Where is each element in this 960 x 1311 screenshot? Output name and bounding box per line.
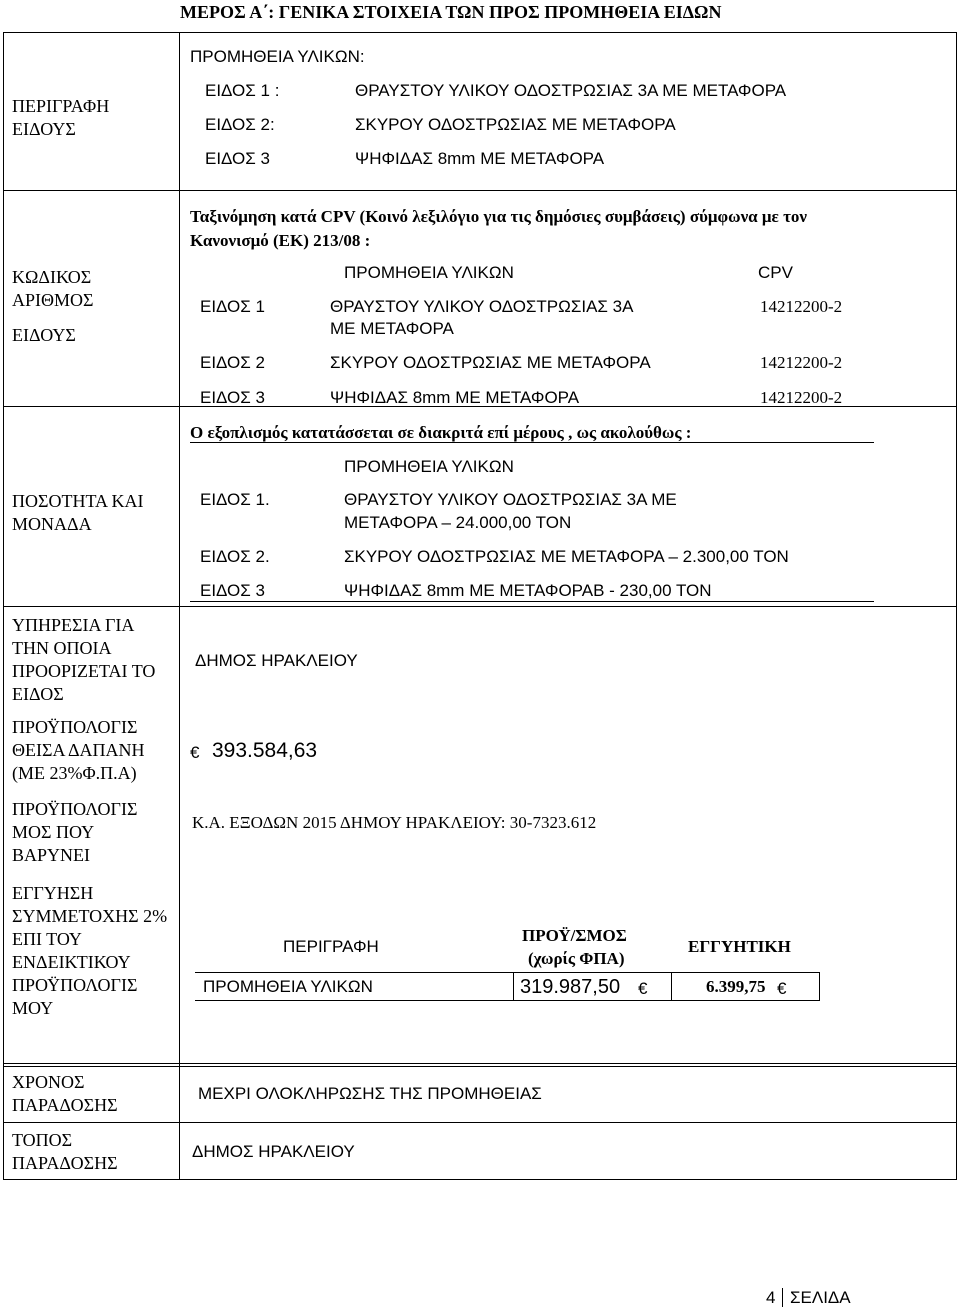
quantity-item-2-code: ΕΙΔΟΣ 2. [200, 547, 270, 566]
budget-label: ΠΡΟΫΠΟΛΟΓΙΣ ΘΕΙΣΑ ΔΑΠΑΝΗ (ΜΕ 23%Φ.Π.Α) [12, 717, 145, 783]
quantity-intro-underline [190, 442, 874, 443]
quantity-item-3-text: ΨΗΦΙΔΑΣ 8mm ΜΕ ΜΕΤΑΦΟΡΑΒ - 230,00 ΤΟΝ [344, 581, 712, 600]
page-number-divider [782, 1288, 783, 1307]
cpv-item-2-code: ΕΙΔΟΣ 2 [200, 353, 265, 372]
delivery-table [3, 1063, 957, 1180]
delivery-time-label: ΧΡΟΝΟΣ ΠΑΡΑΔΟΣΗΣ [12, 1072, 118, 1115]
quantity-item-3-code: ΕΙΔΟΣ 3 [200, 581, 265, 600]
code-label: ΚΩΔΙΚΟΣ ΑΡΙΘΜΟΣ [12, 267, 94, 310]
page-title: ΜΕΡΟΣ Α΄: ΓΕΝΙΚΑ ΣΤΟΙΧΕΙΑ ΤΩΝ ΠΡΟΣ ΠΡΟΜΗΘΕΙΑ ΕΙΔΩΝ [180, 2, 722, 22]
guarantee-label: ΕΓΓΥΗΣΗ ΣΥΜΜΕΤΟΧΗΣ 2% ΕΠΙ ΤΟΥ ΕΝΔΕΙΚΤΙΚΟΥ ΠΡΟΫΠΟΛΟΓΙΣ ΜΟΥ [12, 883, 168, 1018]
quantity-list-underline [190, 601, 874, 602]
budget-amount: 393.584,63 [212, 739, 318, 762]
page-number: 4 [766, 1288, 776, 1307]
cpv-item-1-text: ΘΡΑΥΣΤΟΥ ΥΛΙΚΟΥ ΟΔΟΣΤΡΩΣΙΑΣ 3Α [330, 297, 634, 316]
page-label: ΣΕΛΙΔΑ [790, 1288, 851, 1307]
description-item-2-code: ΕΙΔΟΣ 2: [205, 115, 275, 134]
budget-euro-icon: € [638, 979, 648, 998]
cpv-header: CPV [758, 263, 793, 282]
guarantee-header-budget-note: (χωρίς ΦΠΑ) [528, 949, 625, 968]
quantity-column-header: ΠΡΟΜΗΘΕΙΑ ΥΛΙΚΩΝ [344, 457, 514, 476]
cpv-intro-line-2: Κανονισμό (ΕΚ) 213/08 : [190, 231, 371, 250]
description-item-2-text: ΣΚΥΡΟΥ ΟΔΟΣΤΡΩΣΙΑΣ ΜΕ ΜΕΤΑΦΟΡΑ [355, 115, 676, 134]
quantity-label: ΠΟΣΟΤΗΤΑ ΚΑΙ ΜΟΝΑΔΑ [12, 491, 144, 534]
code-label-2: ΕΙΔΟΥΣ [12, 325, 76, 345]
delivery-place-label: ΤΟΠΟΣ ΠΑΡΑΔΟΣΗΣ [12, 1130, 118, 1173]
quantity-item-1-code: ΕΙΔΟΣ 1. [200, 490, 270, 509]
delivery-place-value: ΔΗΜΟΣ ΗΡΑΚΛΕΙΟΥ [192, 1142, 355, 1161]
cpv-item-3-text: ΨΗΦΙΔΑΣ 8mm ΜΕ ΜΕΤΑΦΟΡΑ [330, 388, 580, 407]
euro-icon: € [190, 743, 200, 762]
quantity-intro: Ο εξοπλισμός κατατάσσεται σε διακριτά επί μέρους , ως ακολούθως : [190, 423, 692, 442]
cpv-item-2-text: ΣΚΥΡΟΥ ΟΔΟΣΤΡΩΣΙΑΣ ΜΕ ΜΕΤΑΦΟΡΑ [330, 353, 651, 372]
guarantee-header-budget: ΠΡΟΫ/ΣΜΟΣ [522, 926, 627, 945]
delivery-time-value: ΜΕΧΡΙ ΟΛΟΚΛΗΡΩΣΗΣ ΤΗΣ ΠΡΟΜΗΘΕΙΑΣ [198, 1084, 542, 1103]
cpv-item-1-text-2: ΜΕ ΜΕΤΑΦΟΡΑ [330, 319, 454, 338]
cpv-item-2-code-value: 14212200-2 [760, 353, 843, 372]
guarantee-euro-icon: € [777, 979, 787, 998]
description-heading: ΠΡΟΜΗΘΕΙΑ ΥΛΙΚΩΝ: [190, 47, 365, 66]
cpv-item-3-code: ΕΙΔΟΣ 3 [200, 388, 265, 407]
service-value: ΔΗΜΟΣ ΗΡΑΚΛΕΙΟΥ [195, 651, 358, 670]
cpv-item-3-code-value: 14212200-2 [760, 388, 843, 407]
budget-code-value: Κ.Α. ΕΞΟΔΩΝ 2015 ΔΗΜΟΥ ΗΡΑΚΛΕΙΟΥ: 30-7323.612 [192, 813, 597, 832]
guarantee-row-budget: 319.987,50 [520, 976, 621, 998]
description-label: ΠΕΡΙΓΡΑΦΗ ΕΙΔΟΥΣ [12, 96, 110, 139]
cpv-intro-line-1: Ταξινόμηση κατά CPV (Κοινό λεξιλόγιο για τις δημόσιες συμβάσεις) σύμφωνα με τον [190, 207, 808, 226]
budget-code-label: ΠΡΟΫΠΟΛΟΓΙΣ ΜΟΣ ΠΟΥ ΒΑΡΥΝΕΙ [12, 799, 138, 865]
guarantee-header-guarantee: ΕΓΓΥΗΤΙΚΗ [688, 937, 791, 956]
quantity-item-2-text: ΣΚΥΡΟΥ ΟΔΟΣΤΡΩΣΙΑΣ ΜΕ ΜΕΤΑΦΟΡΑ – 2.300,00 ΤΟΝ [344, 547, 789, 566]
cpv-item-1-code: ΕΙΔΟΣ 1 [200, 297, 265, 316]
guarantee-header-description: ΠΕΡΙΓΡΑΦΗ [283, 937, 379, 956]
quantity-item-1-text-2: ΜΕΤΑΦΟΡΑ – 24.000,00 ΤΟΝ [344, 513, 572, 532]
description-item-1-text: ΘΡΑΥΣΤΟΥ ΥΛΙΚΟΥ ΟΔΟΣΤΡΩΣΙΑΣ 3Α ΜΕ ΜΕΤΑΦΟΡΑ [355, 81, 787, 100]
cpv-item-1-code-value: 14212200-2 [760, 297, 843, 316]
guarantee-row-description: ΠΡΟΜΗΘΕΙΑ ΥΛΙΚΩΝ [203, 977, 373, 996]
guarantee-row-guarantee: 6.399,75 [706, 977, 766, 996]
service-label: ΥΠΗΡΕΣΙΑ ΓΙΑ ΤΗΝ ΟΠΟΙΑ ΠΡΟΟΡΙΖΕΤΑΙ ΤΟ ΕΙΔΟΣ [12, 615, 156, 704]
description-item-3-text: ΨΗΦΙΔΑΣ 8mm ΜΕ ΜΕΤΑΦΟΡΑ [355, 149, 605, 168]
quantity-item-1-text: ΘΡΑΥΣΤΟΥ ΥΛΙΚΟΥ ΟΔΟΣΤΡΩΣΙΑΣ 3Α ΜΕ [344, 490, 677, 509]
cpv-column-header: ΠΡΟΜΗΘΕΙΑ ΥΛΙΚΩΝ [344, 263, 514, 282]
description-item-3-code: ΕΙΔΟΣ 3 [205, 149, 270, 168]
description-item-1-code: ΕΙΔΟΣ 1 : [205, 81, 280, 100]
